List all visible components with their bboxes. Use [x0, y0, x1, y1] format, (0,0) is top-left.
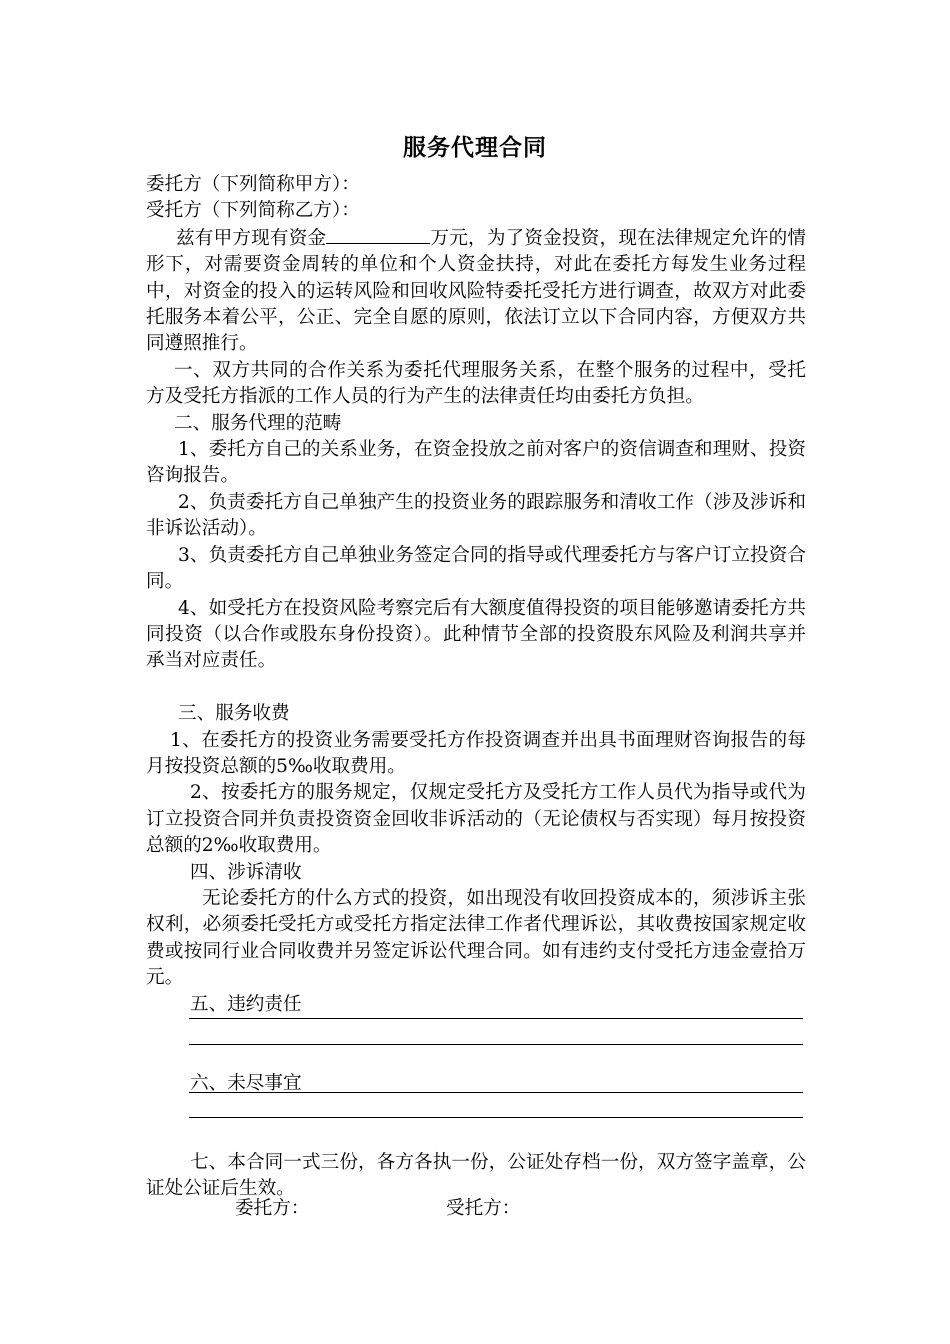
document-body	[146, 172, 806, 1203]
section-2-item-2: 2、负责委托方自己单独产生的投资业务的跟踪服务和清收工作（涉及涉诉和非诉讼活动）。	[146, 491, 806, 540]
fill-in-line-5a	[189, 1018, 803, 1019]
intro-rest: 万元，为了资金投资，现在法律规定允许的情形下，对需要资金周转的单位和个人资金扶持，对此在委托方每发生业务过程中，对资金的投入的运转风险和回收风险特委托受托方进行调查，故双方对此委托服务本着公平，公正、完全自愿的原则，依法订立以下合同内容，方便双方共同遵照推行。	[146, 227, 806, 355]
section-3-item-1: 1、在委托方的投资业务需要受托方作投资调查并出具书面理财咨询报告的每月按投资总额的5‰收取费用。	[146, 729, 806, 777]
section-2-item-3: 3、负责委托方自己单独业务签定合同的指导或代理委托方与客户订立投资合同。	[146, 544, 806, 593]
blank-line	[146, 675, 806, 701]
fill-in-line-6b	[189, 1117, 803, 1118]
section-6-heading: 六、未尽事宜	[190, 1072, 302, 1094]
section-2-heading: 二、服务代理的范畴	[174, 412, 342, 434]
section-2-item-4: 4、如受托方在投资风险考察完后有大额度值得投资的项目能够邀请委托方共同投资（以合作或股东身份投资）。此种情节全部的投资股东风险及利润共享并承当对应责任。	[146, 597, 806, 672]
section-3-heading: 三、服务收费	[178, 703, 290, 725]
intro-paragraph	[146, 225, 806, 358]
agent-signature-label: 受托方：	[446, 1198, 521, 1219]
fill-in-line-5b	[189, 1044, 803, 1045]
section-2-item-1: 1、委托方自己的关系业务，在资金投放之前对客户的资信调查和理财、投资咨询报告。	[146, 439, 806, 487]
amount-blank	[326, 225, 430, 244]
party-b-line: 受托方（下列简称乙方）：	[146, 200, 360, 222]
fill-in-line-6a	[189, 1092, 803, 1093]
blank-line	[146, 1097, 806, 1123]
section-3-item-2: 2、按委托方的服务规定，仅规定受托方及受托方工作人员代为指导或代为订立投资合同并负责投资资金回收非诉活动的（无论债权与否实现）每月按投资总额的2‰收取费用。	[146, 782, 806, 857]
section-5-heading: 五、违约责任	[190, 993, 302, 1015]
section-4-heading: 四、涉诉清收	[190, 861, 302, 883]
clause-7: 七、本合同一式三份，各方各执一份，公证处存档一份，双方签字盖章，公证处公证后生效。	[146, 1151, 806, 1200]
document-title: 服务代理合同	[403, 135, 547, 161]
section-4-body: 无论委托方的什么方式的投资，如出现没有收回投资成本的，须涉诉主张权利，必须委托受托方或受托方指定法律工作者代理诉讼，其收费按国家规定收费或按同行业合同收费并另签定诉讼代理合同。如有违约支付受托方违金壹拾万元。	[146, 887, 806, 989]
principal-signature-label: 委托方：	[235, 1198, 310, 1219]
blank-line	[146, 1124, 806, 1150]
blank-line	[146, 1044, 806, 1070]
intro-prefix: 兹有甲方现有资金	[176, 227, 327, 249]
blank-line	[146, 1018, 806, 1044]
party-a-line: 委托方（下列简称甲方）：	[146, 174, 360, 195]
clause-1: 一、双方共同的合作关系为委托代理服务关系，在整个服务的过程中，受托方及受托方指派的工作人员的行为产生的法律责任均由委托方负担。	[146, 359, 806, 408]
